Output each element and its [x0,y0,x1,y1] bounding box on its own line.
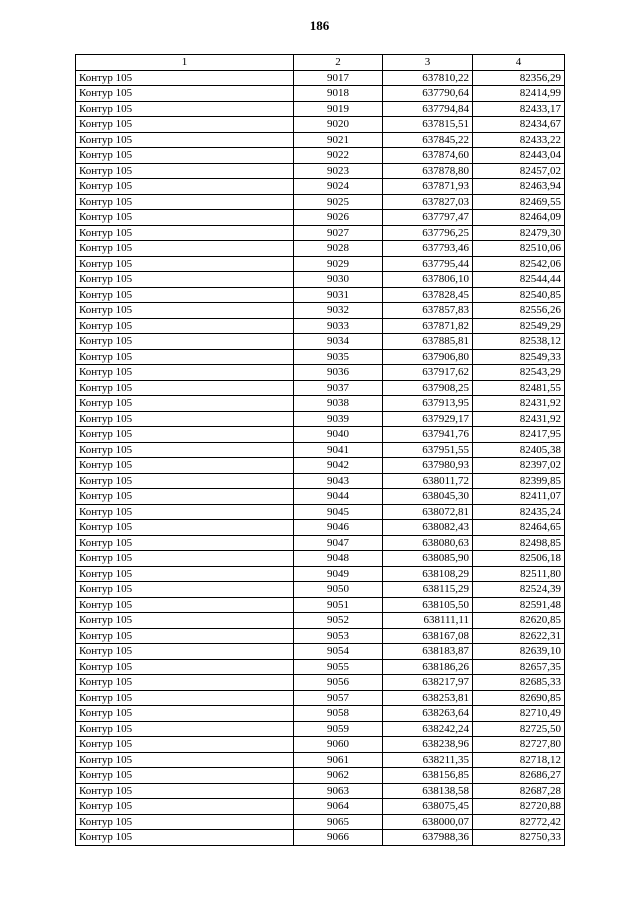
point-number-cell: 9038 [294,396,383,412]
table-row [76,132,565,148]
point-number-cell: 9059 [294,721,383,737]
point-number-cell: 9031 [294,287,383,303]
y-coordinate-cell: 82556,26 [473,303,565,319]
point-number-cell: 9026 [294,210,383,226]
x-coordinate-cell: 637790,64 [383,86,473,102]
x-coordinate-cell: 637815,51 [383,117,473,133]
point-number-cell: 9025 [294,194,383,210]
contour-name-cell: Контур 105 [76,582,294,598]
point-number-cell: 9042 [294,458,383,474]
contour-name-cell: Контур 105 [76,551,294,567]
table-row [76,148,565,164]
y-coordinate-cell: 82750,33 [473,830,565,846]
x-coordinate-cell: 637951,55 [383,442,473,458]
point-number-cell: 9048 [294,551,383,567]
point-number-cell: 9034 [294,334,383,350]
y-coordinate-cell: 82431,92 [473,396,565,412]
point-number-cell: 9057 [294,690,383,706]
x-coordinate-cell: 637827,03 [383,194,473,210]
y-coordinate-cell: 82435,24 [473,504,565,520]
contour-name-cell: Контур 105 [76,783,294,799]
x-coordinate-cell: 638156,85 [383,768,473,784]
y-coordinate-cell: 82639,10 [473,644,565,660]
x-coordinate-cell: 637941,76 [383,427,473,443]
x-coordinate-cell: 638115,29 [383,582,473,598]
y-coordinate-cell: 82657,35 [473,659,565,675]
coordinates-table [75,54,565,846]
table-row [76,117,565,133]
point-number-cell: 9041 [294,442,383,458]
table-row [76,597,565,613]
point-number-cell: 9061 [294,752,383,768]
y-coordinate-cell: 82540,85 [473,287,565,303]
point-number-cell: 9022 [294,148,383,164]
contour-name-cell: Контур 105 [76,210,294,226]
y-coordinate-cell: 82549,29 [473,318,565,334]
contour-name-cell: Контур 105 [76,768,294,784]
x-coordinate-cell: 637871,93 [383,179,473,195]
x-coordinate-cell: 637929,17 [383,411,473,427]
table-row [76,690,565,706]
y-coordinate-cell: 82686,27 [473,768,565,784]
table-row [76,566,565,582]
point-number-cell: 9035 [294,349,383,365]
point-number-cell: 9058 [294,706,383,722]
x-coordinate-cell: 637810,22 [383,70,473,86]
point-number-cell: 9043 [294,473,383,489]
point-number-cell: 9033 [294,318,383,334]
contour-name-cell: Контур 105 [76,721,294,737]
y-coordinate-cell: 82524,39 [473,582,565,598]
y-coordinate-cell: 82405,38 [473,442,565,458]
contour-name-cell: Контур 105 [76,458,294,474]
contour-name-cell: Контур 105 [76,644,294,660]
table-row [76,628,565,644]
contour-name-cell: Контур 105 [76,132,294,148]
point-number-cell: 9017 [294,70,383,86]
y-coordinate-cell: 82463,94 [473,179,565,195]
table-row [76,225,565,241]
point-number-cell: 9049 [294,566,383,582]
table-row [76,194,565,210]
contour-name-cell: Контур 105 [76,830,294,846]
contour-name-cell: Контур 105 [76,427,294,443]
table-row [76,427,565,443]
y-coordinate-cell: 82727,80 [473,737,565,753]
y-coordinate-cell: 82397,02 [473,458,565,474]
x-coordinate-cell: 638186,26 [383,659,473,675]
point-number-cell: 9029 [294,256,383,272]
y-coordinate-cell: 82481,55 [473,380,565,396]
point-number-cell: 9024 [294,179,383,195]
y-coordinate-cell: 82434,67 [473,117,565,133]
x-coordinate-cell: 638108,29 [383,566,473,582]
y-coordinate-cell: 82542,06 [473,256,565,272]
header-row [76,55,565,71]
y-coordinate-cell: 82411,07 [473,489,565,505]
contour-name-cell: Контур 105 [76,473,294,489]
y-coordinate-cell: 82710,49 [473,706,565,722]
table-row [76,489,565,505]
table-row [76,179,565,195]
y-coordinate-cell: 82718,12 [473,752,565,768]
x-coordinate-cell: 638082,43 [383,520,473,536]
y-coordinate-cell: 82433,22 [473,132,565,148]
contour-name-cell: Контур 105 [76,86,294,102]
contour-name-cell: Контур 105 [76,489,294,505]
y-coordinate-cell: 82443,04 [473,148,565,164]
x-coordinate-cell: 637885,81 [383,334,473,350]
contour-name-cell: Контур 105 [76,706,294,722]
point-number-cell: 9032 [294,303,383,319]
table-row [76,334,565,350]
table-row [76,442,565,458]
point-number-cell: 9044 [294,489,383,505]
x-coordinate-cell: 637908,25 [383,380,473,396]
table-row [76,551,565,567]
x-coordinate-cell: 637906,80 [383,349,473,365]
y-coordinate-cell: 82464,09 [473,210,565,226]
y-coordinate-cell: 82538,12 [473,334,565,350]
point-number-cell: 9021 [294,132,383,148]
x-coordinate-cell: 637988,36 [383,830,473,846]
contour-name-cell: Контур 105 [76,396,294,412]
contour-name-cell: Контур 105 [76,117,294,133]
x-coordinate-cell: 637797,47 [383,210,473,226]
table-row [76,241,565,257]
y-coordinate-cell: 82544,44 [473,272,565,288]
table-row [76,520,565,536]
x-coordinate-cell: 638217,97 [383,675,473,691]
contour-name-cell: Контур 105 [76,799,294,815]
contour-name-cell: Контур 105 [76,628,294,644]
contour-name-cell: Контур 105 [76,566,294,582]
y-coordinate-cell: 82511,80 [473,566,565,582]
contour-name-cell: Контур 105 [76,520,294,536]
contour-name-cell: Контур 105 [76,287,294,303]
contour-name-cell: Контур 105 [76,380,294,396]
contour-name-cell: Контур 105 [76,334,294,350]
table-row [76,256,565,272]
contour-name-cell: Контур 105 [76,272,294,288]
table-row [76,318,565,334]
x-coordinate-cell: 637913,95 [383,396,473,412]
point-number-cell: 9050 [294,582,383,598]
point-number-cell: 9047 [294,535,383,551]
x-coordinate-cell: 637845,22 [383,132,473,148]
y-coordinate-cell: 82464,65 [473,520,565,536]
point-number-cell: 9028 [294,241,383,257]
point-number-cell: 9045 [294,504,383,520]
table-row [76,675,565,691]
x-coordinate-cell: 637794,84 [383,101,473,117]
contour-name-cell: Контур 105 [76,597,294,613]
column-header-3: 3 [383,55,473,71]
table-row [76,163,565,179]
point-number-cell: 9055 [294,659,383,675]
table-row [76,644,565,660]
x-coordinate-cell: 638072,81 [383,504,473,520]
point-number-cell: 9063 [294,783,383,799]
y-coordinate-cell: 82433,17 [473,101,565,117]
point-number-cell: 9030 [294,272,383,288]
x-coordinate-cell: 637878,80 [383,163,473,179]
point-number-cell: 9046 [294,520,383,536]
x-coordinate-cell: 637871,82 [383,318,473,334]
x-coordinate-cell: 638238,96 [383,737,473,753]
y-coordinate-cell: 82622,31 [473,628,565,644]
table-row [76,210,565,226]
x-coordinate-cell: 638253,81 [383,690,473,706]
table-row [76,272,565,288]
contour-name-cell: Контур 105 [76,148,294,164]
y-coordinate-cell: 82725,50 [473,721,565,737]
table-row [76,721,565,737]
x-coordinate-cell: 638045,30 [383,489,473,505]
y-coordinate-cell: 82549,33 [473,349,565,365]
y-coordinate-cell: 82543,29 [473,365,565,381]
y-coordinate-cell: 82457,02 [473,163,565,179]
x-coordinate-cell: 638105,50 [383,597,473,613]
contour-name-cell: Контур 105 [76,442,294,458]
contour-name-cell: Контур 105 [76,535,294,551]
y-coordinate-cell: 82690,85 [473,690,565,706]
point-number-cell: 9023 [294,163,383,179]
table-row [76,706,565,722]
x-coordinate-cell: 637806,10 [383,272,473,288]
table-row [76,70,565,86]
column-header-4: 4 [473,55,565,71]
y-coordinate-cell: 82399,85 [473,473,565,489]
x-coordinate-cell: 638242,24 [383,721,473,737]
x-coordinate-cell: 638211,35 [383,752,473,768]
y-coordinate-cell: 82479,30 [473,225,565,241]
contour-name-cell: Контур 105 [76,613,294,629]
contour-name-cell: Контур 105 [76,690,294,706]
contour-name-cell: Контур 105 [76,225,294,241]
x-coordinate-cell: 637917,62 [383,365,473,381]
x-coordinate-cell: 637828,45 [383,287,473,303]
table-row [76,411,565,427]
y-coordinate-cell: 82356,29 [473,70,565,86]
x-coordinate-cell: 637857,83 [383,303,473,319]
column-header-1: 1 [76,55,294,71]
table-row [76,783,565,799]
x-coordinate-cell: 638000,07 [383,814,473,830]
y-coordinate-cell: 82506,18 [473,551,565,567]
y-coordinate-cell: 82498,85 [473,535,565,551]
x-coordinate-cell: 637980,93 [383,458,473,474]
table-row [76,737,565,753]
contour-name-cell: Контур 105 [76,101,294,117]
point-number-cell: 9062 [294,768,383,784]
contour-name-cell: Контур 105 [76,179,294,195]
table-row [76,752,565,768]
table-row [76,458,565,474]
y-coordinate-cell: 82414,99 [473,86,565,102]
x-coordinate-cell: 637793,46 [383,241,473,257]
x-coordinate-cell: 637874,60 [383,148,473,164]
table-row [76,86,565,102]
table-row [76,659,565,675]
contour-name-cell: Контур 105 [76,303,294,319]
point-number-cell: 9037 [294,380,383,396]
x-coordinate-cell: 637795,44 [383,256,473,272]
y-coordinate-cell: 82687,28 [473,783,565,799]
contour-name-cell: Контур 105 [76,194,294,210]
contour-name-cell: Контур 105 [76,241,294,257]
point-number-cell: 9052 [294,613,383,629]
table-row [76,303,565,319]
point-number-cell: 9065 [294,814,383,830]
y-coordinate-cell: 82772,42 [473,814,565,830]
point-number-cell: 9020 [294,117,383,133]
point-number-cell: 9053 [294,628,383,644]
point-number-cell: 9066 [294,830,383,846]
y-coordinate-cell: 82417,95 [473,427,565,443]
x-coordinate-cell: 638011,72 [383,473,473,489]
y-coordinate-cell: 82591,48 [473,597,565,613]
contour-name-cell: Контур 105 [76,349,294,365]
contour-name-cell: Контур 105 [76,365,294,381]
y-coordinate-cell: 82720,88 [473,799,565,815]
point-number-cell: 9019 [294,101,383,117]
contour-name-cell: Контур 105 [76,675,294,691]
y-coordinate-cell: 82620,85 [473,613,565,629]
table-row [76,768,565,784]
table-row [76,582,565,598]
x-coordinate-cell: 638167,08 [383,628,473,644]
x-coordinate-cell: 638085,90 [383,551,473,567]
table-row [76,380,565,396]
contour-name-cell: Контур 105 [76,752,294,768]
table-row [76,287,565,303]
contour-name-cell: Контур 105 [76,163,294,179]
y-coordinate-cell: 82431,92 [473,411,565,427]
table-row [76,101,565,117]
table-row [76,830,565,846]
point-number-cell: 9056 [294,675,383,691]
point-number-cell: 9036 [294,365,383,381]
table-row [76,504,565,520]
x-coordinate-cell: 638111,11 [383,613,473,629]
contour-name-cell: Контур 105 [76,504,294,520]
contour-name-cell: Контур 105 [76,256,294,272]
contour-name-cell: Контур 105 [76,318,294,334]
point-number-cell: 9018 [294,86,383,102]
x-coordinate-cell: 638138,58 [383,783,473,799]
y-coordinate-cell: 82685,33 [473,675,565,691]
y-coordinate-cell: 82510,06 [473,241,565,257]
contour-name-cell: Контур 105 [76,737,294,753]
contour-name-cell: Контур 105 [76,411,294,427]
x-coordinate-cell: 638075,45 [383,799,473,815]
point-number-cell: 9064 [294,799,383,815]
contour-name-cell: Контур 105 [76,70,294,86]
y-coordinate-cell: 82469,55 [473,194,565,210]
x-coordinate-cell: 637796,25 [383,225,473,241]
table-row [76,799,565,815]
table-row [76,473,565,489]
point-number-cell: 9040 [294,427,383,443]
contour-name-cell: Контур 105 [76,814,294,830]
x-coordinate-cell: 638080,63 [383,535,473,551]
point-number-cell: 9060 [294,737,383,753]
point-number-cell: 9051 [294,597,383,613]
table-row [76,535,565,551]
table-header [76,55,565,71]
point-number-cell: 9039 [294,411,383,427]
x-coordinate-cell: 638183,87 [383,644,473,660]
table-row [76,814,565,830]
table-body [76,70,565,845]
point-number-cell: 9027 [294,225,383,241]
table-row [76,613,565,629]
column-header-2: 2 [294,55,383,71]
page-number: 186 [309,18,330,33]
point-number-cell: 9054 [294,644,383,660]
contour-name-cell: Контур 105 [76,659,294,675]
table-row [76,396,565,412]
table-row [76,365,565,381]
x-coordinate-cell: 638263,64 [383,706,473,722]
table-row [76,349,565,365]
